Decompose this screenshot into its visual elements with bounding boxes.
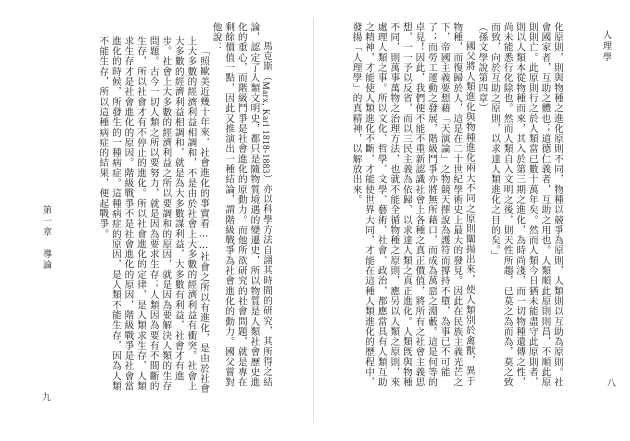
quote-paragraph: 「照歐美近幾十年來，社會進化的事實看……社會之所以有進化，是由於社會上大多數的經濟利益相調和，不是由於社會上大多數的經濟利益有衝突。社會上大多數的經濟利益相調和，就是為大多數謀利益，大多數有利益，社會才有進步。社會上大多數的經濟利益之所以要調和的原因，就是因為要解決人類的生存問題。古今一切人類之所以要努力，就是因為要求生存；人類因為要有不間斷的生存，所以社會才有不停止的進化。所以社會進化的定律，是人類求生存，人類求生存才是社會進化的原因。階級戰爭不是社會進化的原因，階級戰爭是社會當進化的時候，所發生的一種病症。這種病症的原因，是人類不能生存，因為人類不能生存，所以這種病症的結果，便起戰爭。 bbox=[97, 36, 210, 394]
paragraph: 馬克斯（Marx, Karl 1818-1883）亦以科學方法自詡其時間的研究，其所得之結論，認定了人類文明史，都只是隨物質境遇的變遷史，所以物質是人類社會歷史進化的重心，而階級鬥爭是社會進化的原動力。而他所欲研究的社會問題，就是專在剩餘價值一點，因此又推演出一種結論，謂階級戰爭為社會進化的動力。國父嘗對他說： bbox=[210, 22, 272, 388]
body-text bbox=[62, 22, 272, 394]
paragraph: 化原則，則與物種之進化原則不同，物種以競爭為原則，人類則以互助為原則。社會國家者，互助之體也；道德仁義者，互助之用也。人類順此原則則昌，不順此原則則亡。此原則行之於人類當已數十萬年矣。然而人類今日猶未能盡守此原則者，則以人類本從物種而來，其入於第三期之進化，為時尚淺，而一切物種遺傳之性，尚未能悉行化除也。然而人類自入文明之後，則天性所趨，已莫之為而為，莫之致而致，向於互助之原則，以求達人類進化之目的矣。」 bbox=[489, 22, 563, 388]
page-number: 九 bbox=[41, 392, 51, 401]
right-page bbox=[315, 0, 630, 441]
latin-name: Marx, Karl 1818-1883 bbox=[261, 81, 271, 175]
body-text bbox=[333, 22, 563, 394]
running-head: 人理學 bbox=[601, 30, 611, 63]
gutter-divider bbox=[313, 18, 314, 423]
citation-note: （孫文學說第四章） bbox=[476, 22, 488, 114]
page-number: 八 bbox=[606, 378, 616, 387]
paragraph: 國父將人類進化與物種進化兩大不同之原則闡揚出來，使人類別於禽獸，異于物種，而復歸於人，這是在二十世紀學術史上最大的發見。因此在民族主義光芒之下，帝國主義要想藉「天演論」之物競天擇說為護符而撐持不墮，為事已不可能了；而勞工運動之發展，階級鬥爭亦將無所藉口，而成為萬惡之淵藪。這是何等的卓見！因此，我們便不能不重新認識社會上各種之真正價值，將所有之社會主義思想，一一予以反省，而以三民主義為依歸，以求達人類之真正進化。人類旣與物種不同，則萬事萬物之治理方法，也就不能全循物種之原則，應另以人類之原則，來處理人類之事。所以文化、哲學、文學、藝術、社會、政治，都應當具有人類互助之精神，才能使人類進化不斷，才能使世界大同，才能在這種人類進化的歷程中，發揚「人理學」的真精神，以解放出來。 bbox=[350, 22, 475, 388]
running-head: 第一章 導論 bbox=[41, 205, 51, 271]
